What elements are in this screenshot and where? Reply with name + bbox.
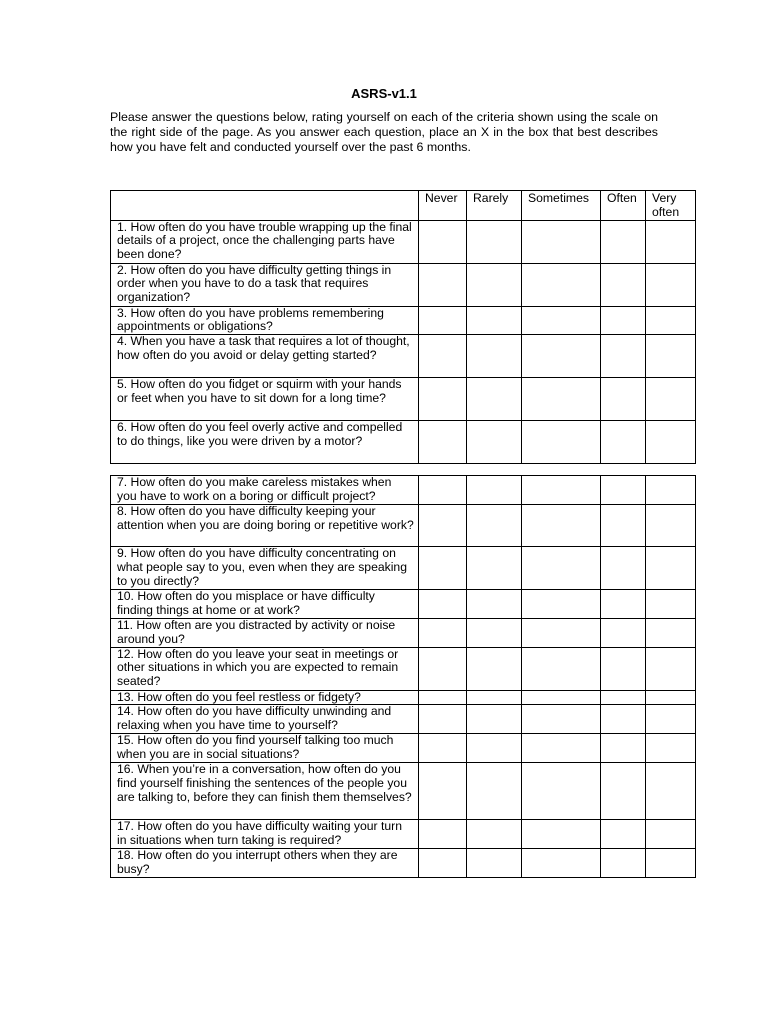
answer-box-never[interactable]: [419, 734, 467, 763]
answer-box-sometimes[interactable]: [522, 690, 601, 705]
answer-box-rarely[interactable]: [467, 690, 522, 705]
answer-box-sometimes[interactable]: [522, 705, 601, 734]
answer-box-rarely[interactable]: [467, 263, 522, 306]
question-row: [111, 263, 696, 306]
answer-box-often[interactable]: [601, 705, 646, 734]
answer-box-rarely[interactable]: [467, 547, 522, 590]
question-text: 4. When you have a task that requires a lot of thought, how often do you avoid or delay getting started?: [111, 335, 419, 378]
question-text: 18. How often do you interrupt others when they are busy?: [111, 849, 419, 878]
question-text: 13. How often do you feel restless or fidgety?: [111, 690, 419, 705]
question-text: 1. How often do you have trouble wrapping up the final details of a project, once the challenging parts have been done?: [111, 220, 419, 263]
answer-box-rarely[interactable]: [467, 306, 522, 335]
question-row: [111, 590, 696, 619]
question-text: 2. How often do you have difficulty getting things in order when you have to do a task that requires organization?: [111, 263, 419, 306]
answer-box-very-often[interactable]: [646, 335, 696, 378]
question-text: 9. How often do you have difficulty concentrating on what people say to you, even when they are speaking to you directly?: [111, 547, 419, 590]
answer-box-rarely[interactable]: [467, 647, 522, 690]
answer-box-never[interactable]: [419, 619, 467, 648]
question-row: [111, 705, 696, 734]
question-row: [111, 547, 696, 590]
answer-box-very-often[interactable]: [646, 476, 696, 505]
page-title: ASRS-v1.1: [351, 86, 417, 101]
answer-box-rarely[interactable]: [467, 619, 522, 648]
question-text: 15. How often do you find yourself talking too much when you are in social situations?: [111, 734, 419, 763]
header-often: Often: [601, 191, 646, 221]
answer-box-very-often[interactable]: [646, 306, 696, 335]
answer-box-sometimes[interactable]: [522, 647, 601, 690]
answer-box-never[interactable]: [419, 763, 467, 820]
question-row: [111, 476, 696, 505]
answer-box-never[interactable]: [419, 421, 467, 464]
answer-box-rarely[interactable]: [467, 820, 522, 849]
part-a-table: [110, 190, 696, 464]
answer-box-rarely[interactable]: [467, 421, 522, 464]
answer-box-very-often[interactable]: [646, 705, 696, 734]
answer-box-often[interactable]: [601, 547, 646, 590]
answer-box-rarely[interactable]: [467, 378, 522, 421]
answer-box-sometimes[interactable]: [522, 421, 601, 464]
question-row: [111, 763, 696, 820]
question-row: [111, 820, 696, 849]
answer-box-rarely[interactable]: [467, 590, 522, 619]
answer-box-never[interactable]: [419, 378, 467, 421]
answer-box-sometimes[interactable]: [522, 306, 601, 335]
answer-box-often[interactable]: [601, 335, 646, 378]
answer-box-very-often[interactable]: [646, 547, 696, 590]
answer-box-never[interactable]: [419, 505, 467, 547]
answer-box-rarely[interactable]: [467, 705, 522, 734]
question-row: [111, 378, 696, 421]
answer-box-rarely[interactable]: [467, 505, 522, 547]
answer-box-very-often[interactable]: [646, 220, 696, 263]
question-text: 16. When you’re in a conversation, how often do you find yourself finishing the sentences of the people you are talking to, before they can finish them themselves?: [111, 763, 419, 820]
answer-box-rarely[interactable]: [467, 476, 522, 505]
question-text: 5. How often do you fidget or squirm with your hands or feet when you have to sit down for a long time?: [111, 378, 419, 421]
question-row: [111, 505, 696, 547]
answer-box-sometimes[interactable]: [522, 619, 601, 648]
answer-box-never[interactable]: [419, 690, 467, 705]
header-very-often: Very often: [646, 191, 696, 221]
answer-box-often[interactable]: [601, 619, 646, 648]
answer-box-often[interactable]: [601, 690, 646, 705]
answer-box-sometimes[interactable]: [522, 476, 601, 505]
answer-box-often[interactable]: [601, 306, 646, 335]
question-row: [111, 335, 696, 378]
answer-box-never[interactable]: [419, 476, 467, 505]
part-b-table: [110, 475, 696, 878]
question-text: 8. How often do you have difficulty keeping your attention when you are doing boring or repetitive work?: [111, 505, 419, 547]
answer-box-very-often[interactable]: [646, 820, 696, 849]
question-row: [111, 306, 696, 335]
answer-box-sometimes[interactable]: [522, 505, 601, 547]
question-text: 14. How often do you have difficulty unwinding and relaxing when you have time to yourself?: [111, 705, 419, 734]
answer-box-often[interactable]: [601, 505, 646, 547]
answer-box-never[interactable]: [419, 263, 467, 306]
answer-box-sometimes[interactable]: [522, 335, 601, 378]
question-row: [111, 734, 696, 763]
answer-box-very-often[interactable]: [646, 647, 696, 690]
answer-box-rarely[interactable]: [467, 220, 522, 263]
question-text: 3. How often do you have problems remembering appointments or obligations?: [111, 306, 419, 335]
answer-box-never[interactable]: [419, 590, 467, 619]
scale-header-row: [111, 191, 696, 221]
answer-box-sometimes[interactable]: [522, 820, 601, 849]
question-row: [111, 849, 696, 878]
answer-box-sometimes[interactable]: [522, 263, 601, 306]
answer-box-never[interactable]: [419, 647, 467, 690]
answer-box-never[interactable]: [419, 547, 467, 590]
answer-box-very-often[interactable]: [646, 421, 696, 464]
answer-box-sometimes[interactable]: [522, 547, 601, 590]
answer-box-never[interactable]: [419, 335, 467, 378]
answer-box-often[interactable]: [601, 421, 646, 464]
answer-box-very-often[interactable]: [646, 849, 696, 878]
answer-box-never[interactable]: [419, 820, 467, 849]
answer-box-often[interactable]: [601, 263, 646, 306]
answer-box-very-often[interactable]: [646, 263, 696, 306]
question-row: [111, 647, 696, 690]
header-sometimes: Sometimes: [522, 191, 601, 221]
answer-box-sometimes[interactable]: [522, 220, 601, 263]
answer-box-often[interactable]: [601, 476, 646, 505]
answer-box-often[interactable]: [601, 590, 646, 619]
question-text: 11. How often are you distracted by activity or noise around you?: [111, 619, 419, 648]
answer-box-often[interactable]: [601, 763, 646, 820]
answer-box-very-often[interactable]: [646, 590, 696, 619]
answer-box-often[interactable]: [601, 734, 646, 763]
answer-box-often[interactable]: [601, 820, 646, 849]
header-never: Never: [419, 191, 467, 221]
answer-box-sometimes[interactable]: [522, 734, 601, 763]
answer-box-very-often[interactable]: [646, 505, 696, 547]
question-text: 17. How often do you have difficulty waiting your turn in situations when turn taking is required?: [111, 820, 419, 849]
answer-box-sometimes[interactable]: [522, 849, 601, 878]
answer-box-sometimes[interactable]: [522, 378, 601, 421]
question-row: [111, 690, 696, 705]
answer-box-often[interactable]: [601, 378, 646, 421]
question-text: 6. How often do you feel overly active and compelled to do things, like you were driven by a motor?: [111, 421, 419, 464]
answer-box-never[interactable]: [419, 849, 467, 878]
answer-box-very-often[interactable]: [646, 734, 696, 763]
answer-box-sometimes[interactable]: [522, 590, 601, 619]
answer-box-very-often[interactable]: [646, 619, 696, 648]
answer-box-very-often[interactable]: [646, 690, 696, 705]
answer-box-never[interactable]: [419, 705, 467, 734]
question-row: [111, 220, 696, 263]
answer-box-never[interactable]: [419, 220, 467, 263]
answer-box-sometimes[interactable]: [522, 763, 601, 820]
answer-box-often[interactable]: [601, 647, 646, 690]
question-text: 7. How often do you make careless mistakes when you have to work on a boring or difficult project?: [111, 476, 419, 505]
answer-box-often[interactable]: [601, 220, 646, 263]
instructions-paragraph: Please answer the questions below, rating yourself on each of the criteria shown using the scale on the right side of the page. As you answer each question, place an X in the box that best describes how you have felt and conducted yourself over the past 6 months.: [110, 110, 658, 154]
answer-box-rarely[interactable]: [467, 763, 522, 820]
question-text: 10. How often do you misplace or have difficulty finding things at home or at work?: [111, 590, 419, 619]
header-blank-cell: [111, 191, 419, 221]
question-row: [111, 619, 696, 648]
answer-box-very-often[interactable]: [646, 763, 696, 820]
answer-box-rarely[interactable]: [467, 849, 522, 878]
answer-box-never[interactable]: [419, 306, 467, 335]
header-rarely: Rarely: [467, 191, 522, 221]
answer-box-very-often[interactable]: [646, 378, 696, 421]
answer-box-often[interactable]: [601, 849, 646, 878]
question-text: 12. How often do you leave your seat in meetings or other situations in which you are expected to remain seated?: [111, 647, 419, 690]
question-row: [111, 421, 696, 464]
answer-box-rarely[interactable]: [467, 335, 522, 378]
answer-box-rarely[interactable]: [467, 734, 522, 763]
